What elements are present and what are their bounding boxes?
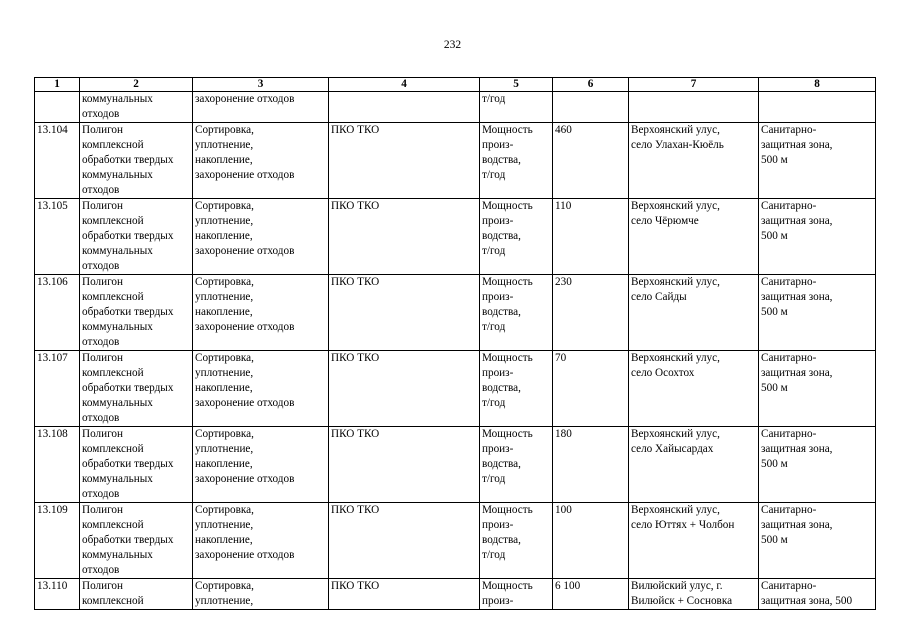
cell-object: Полигон комплексной обработки твердых коммунальных отходов xyxy=(80,199,193,275)
cell-purpose: Сортировка, уплотнение, накопление, захоронение отходов xyxy=(193,351,329,427)
cell-object: Полигон комплексной обработки твердых коммунальных отходов xyxy=(80,275,193,351)
cell-purpose: Сортировка, уплотнение, накопление, захоронение отходов xyxy=(193,427,329,503)
cell-zone: Санитарно- защитная зона, 500 м xyxy=(759,199,876,275)
page-number: 232 xyxy=(443,39,462,51)
header-col-5: 5 xyxy=(480,78,553,92)
cell-id: 13.107 xyxy=(35,351,80,427)
cell-location: Верхоянский улус, село Осохтох xyxy=(629,351,759,427)
cell-zone: Санитарно- защитная зона, 500 м xyxy=(759,351,876,427)
cell-parameter: Мощность произ- xyxy=(480,579,553,610)
table-row xyxy=(35,123,876,199)
cell-location: Верхоянский улус, село Хайысардах xyxy=(629,427,759,503)
cell-value xyxy=(553,92,629,123)
cell-parameter: Мощность произ- водства, т/год xyxy=(480,427,553,503)
waste-facilities-table xyxy=(34,77,876,610)
cell-value: 70 xyxy=(553,351,629,427)
cell-parameter: Мощность произ- водства, т/год xyxy=(480,199,553,275)
cell-zone: Санитарно- защитная зона, 500 м xyxy=(759,275,876,351)
table-row xyxy=(35,579,876,610)
cell-location: Вилюйский улус, г. Вилюйск + Сосновка xyxy=(629,579,759,610)
table-row xyxy=(35,351,876,427)
cell-id: 13.108 xyxy=(35,427,80,503)
cell-location: Верхоянский улус, село Сайды xyxy=(629,275,759,351)
cell-object: Полигон комплексной обработки твердых коммунальных отходов xyxy=(80,123,193,199)
cell-parameter: т/год xyxy=(480,92,553,123)
cell-id: 13.109 xyxy=(35,503,80,579)
cell-id: 13.104 xyxy=(35,123,80,199)
cell-location: Верхоянский улус, село Чёрюмче xyxy=(629,199,759,275)
header-col-6: 6 xyxy=(553,78,629,92)
continuation-row xyxy=(35,92,876,123)
cell-type: ПКО ТКО xyxy=(329,351,480,427)
header-col-4: 4 xyxy=(329,78,480,92)
cell-purpose: Сортировка, уплотнение, накопление, захоронение отходов xyxy=(193,123,329,199)
cell-type: ПКО ТКО xyxy=(329,503,480,579)
cell-value: 460 xyxy=(553,123,629,199)
cell-type: ПКО ТКО xyxy=(329,275,480,351)
cell-type: ПКО ТКО xyxy=(329,199,480,275)
cell-parameter: Мощность произ- водства, т/год xyxy=(480,503,553,579)
cell-value: 100 xyxy=(553,503,629,579)
header-col-3: 3 xyxy=(193,78,329,92)
cell-object: Полигон комплексной обработки твердых коммунальных отходов xyxy=(80,503,193,579)
cell-value: 6 100 xyxy=(553,579,629,610)
cell-zone: Санитарно- защитная зона, 500 м xyxy=(759,503,876,579)
table-row xyxy=(35,199,876,275)
table-row xyxy=(35,427,876,503)
cell-purpose: Сортировка, уплотнение, xyxy=(193,579,329,610)
cell-object: Полигон комплексной xyxy=(80,579,193,610)
cell-object: Полигон комплексной обработки твердых коммунальных отходов xyxy=(80,351,193,427)
cell-purpose: Сортировка, уплотнение, накопление, захоронение отходов xyxy=(193,275,329,351)
cell-purpose: захоронение отходов xyxy=(193,92,329,123)
cell-id: 13.105 xyxy=(35,199,80,275)
cell-zone: Санитарно- защитная зона, 500 м xyxy=(759,427,876,503)
table-row xyxy=(35,503,876,579)
header-col-8: 8 xyxy=(759,78,876,92)
cell-value: 180 xyxy=(553,427,629,503)
cell-type: ПКО ТКО xyxy=(329,427,480,503)
cell-location xyxy=(629,92,759,123)
cell-value: 110 xyxy=(553,199,629,275)
cell-location: Верхоянский улус, село Юттях + Чолбон xyxy=(629,503,759,579)
header-col-1: 1 xyxy=(35,78,80,92)
cell-object: коммунальных отходов xyxy=(80,92,193,123)
cell-purpose: Сортировка, уплотнение, накопление, захоронение отходов xyxy=(193,199,329,275)
cell-type xyxy=(329,92,480,123)
cell-purpose: Сортировка, уплотнение, накопление, захоронение отходов xyxy=(193,503,329,579)
cell-location: Верхоянский улус, село Улахан-Кюёль xyxy=(629,123,759,199)
cell-object: Полигон комплексной обработки твердых коммунальных отходов xyxy=(80,427,193,503)
header-col-7: 7 xyxy=(629,78,759,92)
table-row xyxy=(35,275,876,351)
cell-zone: Санитарно- защитная зона, 500 xyxy=(759,579,876,610)
cell-parameter: Мощность произ- водства, т/год xyxy=(480,123,553,199)
column-number-header-row xyxy=(35,78,876,92)
cell-zone xyxy=(759,92,876,123)
cell-id xyxy=(35,92,80,123)
header-col-2: 2 xyxy=(80,78,193,92)
cell-id: 13.110 xyxy=(35,579,80,610)
cell-id: 13.106 xyxy=(35,275,80,351)
cell-parameter: Мощность произ- водства, т/год xyxy=(480,275,553,351)
cell-parameter: Мощность произ- водства, т/год xyxy=(480,351,553,427)
cell-type: ПКО ТКО xyxy=(329,579,480,610)
cell-value: 230 xyxy=(553,275,629,351)
cell-type: ПКО ТКО xyxy=(329,123,480,199)
cell-zone: Санитарно- защитная зона, 500 м xyxy=(759,123,876,199)
